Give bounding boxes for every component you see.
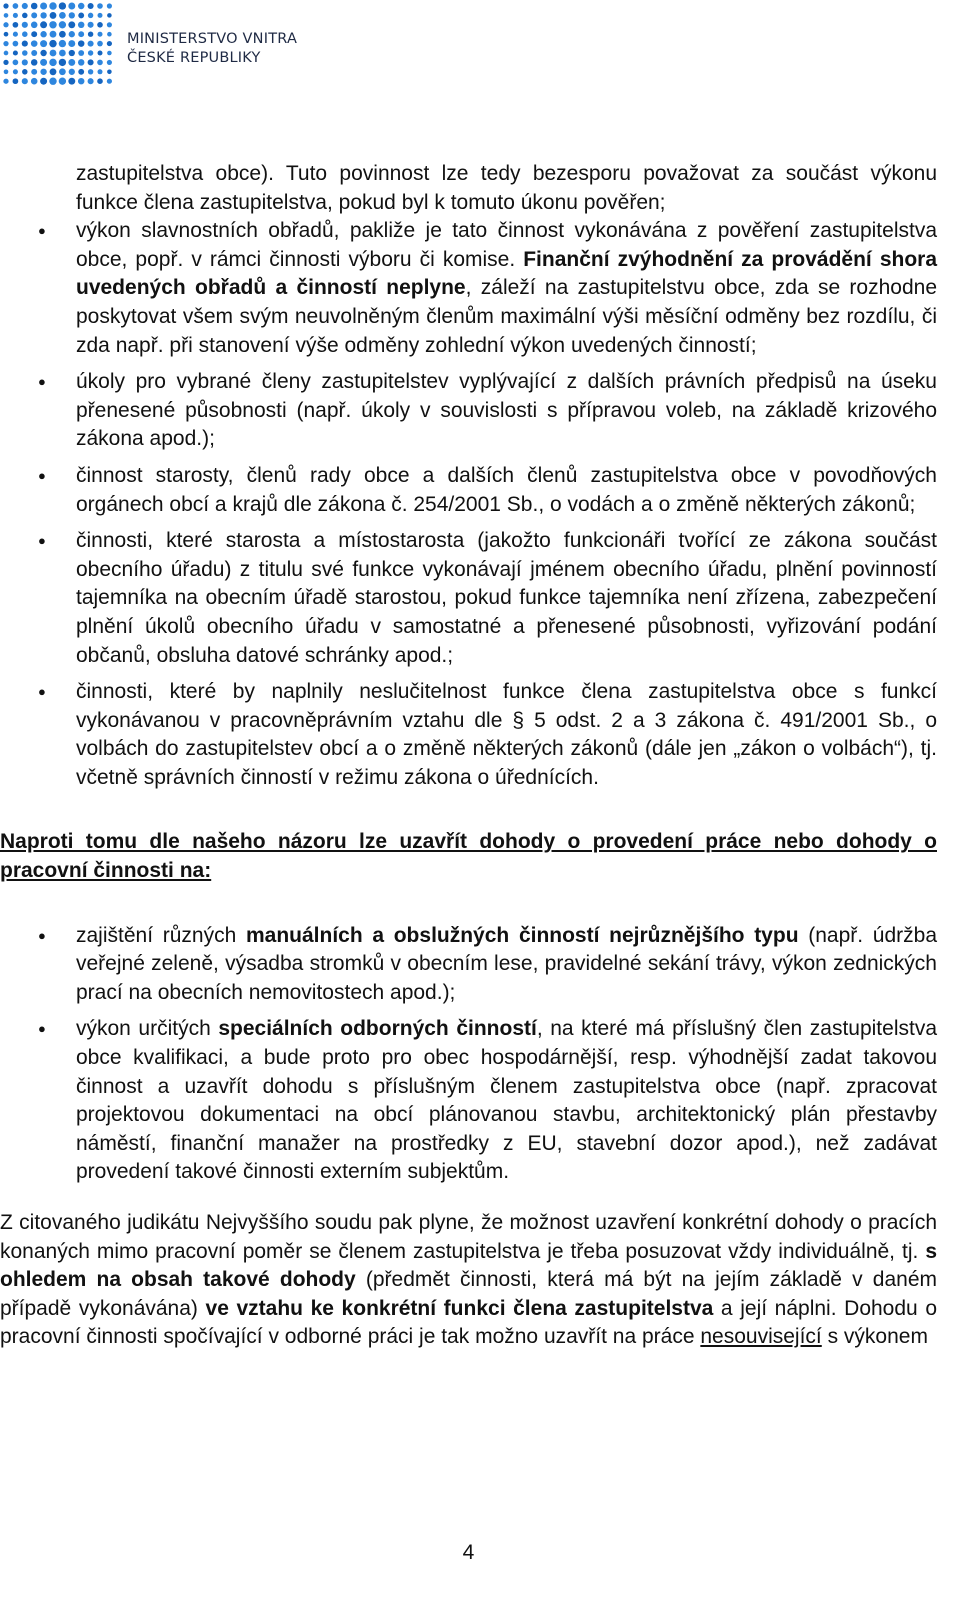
ministry-name — [127, 30, 297, 68]
paragraph: Z citovaného judikátu Nejvyššího soudu pak plyne, že možnost uzavření konkrétní dohody o pracích konaných mimo pracovní poměr se členem zastupitelstva je třeba posuzovat vždy individuálně, tj. s ohledem na obsah takové dohody (předmět činnosti, která má být na jejím základě v daném případě vykonávána) ve vztahu ke konkrétní funkci člena zastupitelstva a její náplni. Dohodu o pracovní činnosti spočívající v odborné práci je tak možno uzavřít na práce nesouvisející s výkonem — [0, 1211, 938, 1349]
list-item: ● výkon slavnostních obřadů, pakliže je tato činnost vykonávána z pověření zastupitelstva obce, popř. v rámci činnosti výboru či komise. Finanční zvýhodnění za provádění shora uvedených obřadů a činností neplyne, záleží na zastupitelstvu obce, zda se rozhodne poskytovat všem svým neuvolněným členům maximální výši měsíční odměny bez rozdílu, či zda např. při stanovení výše odměny zohlední výkon uvedených činností; — [38, 219, 938, 357]
bullet-icon: ● — [38, 223, 46, 239]
continued-list-item: zastupitelstva obce). Tuto povinnost lze tedy bezesporu považovat za součást výkonu funkce člena zastupitelstva, pokud byl k tomuto úkonu pověřen; — [76, 162, 937, 214]
page-number: 4 — [462, 1541, 475, 1564]
section-heading: Naproti tomu dle našeho názoru lze uzavřít dohody o provedení práce nebo dohody o pracovní činnosti na: — [0, 830, 937, 883]
bullet-icon: ● — [38, 467, 46, 483]
bullet-icon: ● — [38, 533, 46, 549]
list-item: ● úkoly pro vybrané členy zastupitelstev vyplývající z dalších právních předpisů na úseku přenesené působnosti (např. úkoly v souvislosti s přípravou voleb, na základě krizového zákona apod.); — [38, 370, 937, 451]
ministry-name-line2: ČESKÉ REPUBLIKY — [127, 50, 261, 66]
ministry-name-line1: MINISTERSTVO VNITRA — [127, 31, 298, 47]
bullet-icon: ● — [38, 1021, 46, 1037]
list-item: ● výkon určitých speciálních odborných činností, na které má příslušný člen zastupitelstva obce kvalifikaci, a bude proto pro obec hospodárnější, resp. výhodnější zadat takovou činnost a uzavřít dohodu s příslušným členem zastupitelstva obce (např. zpracovat projektovou dokumentaci na obcí plánovanou stavbu, architektonický plán přestavby náměstí, finanční manažer na prostředky z EU, stavební dozor apod.), než zadávat provedení takové činnosti externím subjektům. — [38, 1017, 937, 1184]
bullet-icon: ● — [38, 374, 46, 390]
list-item: ● činnost starosty, členů rady obce a dalších členů zastupitelstva obce v povodňových orgánech obcí a krajů dle zákona č. 254/2001 Sb., o vodách a o změně některých zákonů; — [38, 463, 937, 516]
ministry-logo — [0, 0, 300, 90]
list-item: ● zajištění různých manuálních a obslužných činností nejrůznějšího typu (např. údržba veřejné zeleně, výsadba stromků v obecním lese, pravidelné sekání trávy, výkon zednických prací na obecních nemovitostech apod.); — [38, 923, 937, 1004]
bullet-icon: ● — [38, 684, 46, 700]
document-body — [0, 160, 937, 1352]
logo-dots-icon — [0, 0, 115, 90]
list-item: ● činnosti, které starosta a místostarosta (jakožto funkcionáři tvořící ze zákona součást obecního úřadu) z titulu své funkce vykonávají jménem obecního úřadu, plnění povinností tajemníka na obecním úřadě starostou, pokud funkce tajemníka není zřízena, zabezpečení plnění úkolů obecního úřadu v samostatné a přenesené působnosti, vyřizování podání občanů, obsluha datové schránky apod.; — [38, 529, 937, 667]
bullet-icon: ● — [38, 927, 46, 943]
list-item: ● činnosti, které by naplnily neslučitelnost funkce člena zastupitelstva obce s funkcí vykonávanou v pracovněprávním vztahu dle § 5 odst. 2 a 3 zákona č. 491/2001 Sb., o volbách do zastupitelstev obcí a o změně některých zákonů (dále jen „zákon o volbách“), tj. včetně správních činností v režimu zákona o úřednících. — [38, 680, 937, 789]
